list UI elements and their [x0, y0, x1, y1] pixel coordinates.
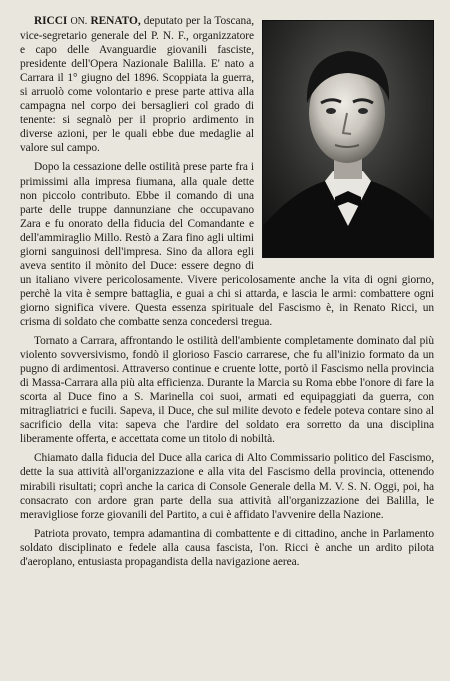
paragraph-commissioner: Chiamato dalla fiducia del Duce alla carica di Alto Commissario politico del Fascismo, dette la sua attività all'organizzazione e alla vita del Fascismo della provincia, ottenendo mirabili risultati; coprì anche la carica di Console Generale della M. V. S. N. Oggi, poi, ha consacrato con ardore gran parte della sua attività all'organizzazione dei Balilla, le meravigliose forze giovanili del Partito, a cui è affidato l'avvenire della Nazione. [20, 452, 434, 521]
paragraph-fiume: Dopo la cessazione delle ostilità prese parte fra i primissimi alla impresa fiumana, alla quale dette non piccolo contributo. Ebbe il comando di una parte delle truppe dannunziane che occupavano Zara e fu onorato della fiducia del Comandante e dell'ammiraglio Millo. Restò a Zara fino agli ultimi giorni sanguinosi dell'impresa. Sino da allora egli aveva sentito il mònito del Duce: essere degno di un italiano vivere pericolosamente. Vivere pericolosamente anche la vita di ogni giorno, perchè la vita è sempre battaglia, e guai a chi si attarda, e lascia le armi: combattere ogni giorno significa vivere. Questa essenza spirituale del Fascismo è, in Renato Ricci, un crisma di soldato che combatte senza concedersi tregua. [20, 161, 434, 328]
portrait-photo [262, 20, 434, 258]
paragraph-carrara: Tornato a Carrara, affrontando le ostilità dell'ambiente completamente dominato dal più violento sovversivismo, fondò il glorioso Fascio carrarese, che fu all'inizio formato da un pugno di ardimentosi. Attraverso continue e cruente lotte, portò il Fascismo nella provincia di Massa-Carrara alla più alta efficienza. Durante la Marcia su Roma ebbe l'onore di fare la scorta al Duce fino a S. Marinella coi suoi, armati ed equipaggiati da guerra, con mitragliatrici e fucili. Sapeva, il Duce, che sul milite devoto e fedele poteva contare sino al sacrificio della vita: sapeva che l'ardire del soldato era sorretto da una disciplina liberamente offerta, e accettata come un titolo di nobiltà. [20, 335, 434, 446]
subject-name-second: RENATO, [90, 15, 141, 27]
paragraph-patriot: Patriota provato, tempra adamantina di combattente e di cittadino, anche in Parlamento soldato disciplinato e fedele alla causa fascista, l'on. Ricci è anche un ardito pilota d'aeroplano, entusiasta propagandista della navigazione aerea. [20, 527, 434, 568]
subject-name-first: RICCI [34, 15, 68, 27]
paragraph-intro-text: deputato per la Toscana, vice-segretario generale del P. N. F., organizzatore e capo delle Avanguardie giovanili fasciste, presidente dell'Opera Nazionale Balilla. E' nato a Carrara il 1° giugno del 1896. Scoppiata la guerra, si arruolò come volontario e prese parte attiva alla campagna nel corpo dei bersaglieri col grado di tenente: si segnalò per il proprio ardimento in diverse azioni, per le quali ebbe due medaglie al valore sul campo. [20, 15, 254, 155]
subject-honorific: ON. [70, 16, 88, 27]
portrait-image [263, 21, 433, 257]
